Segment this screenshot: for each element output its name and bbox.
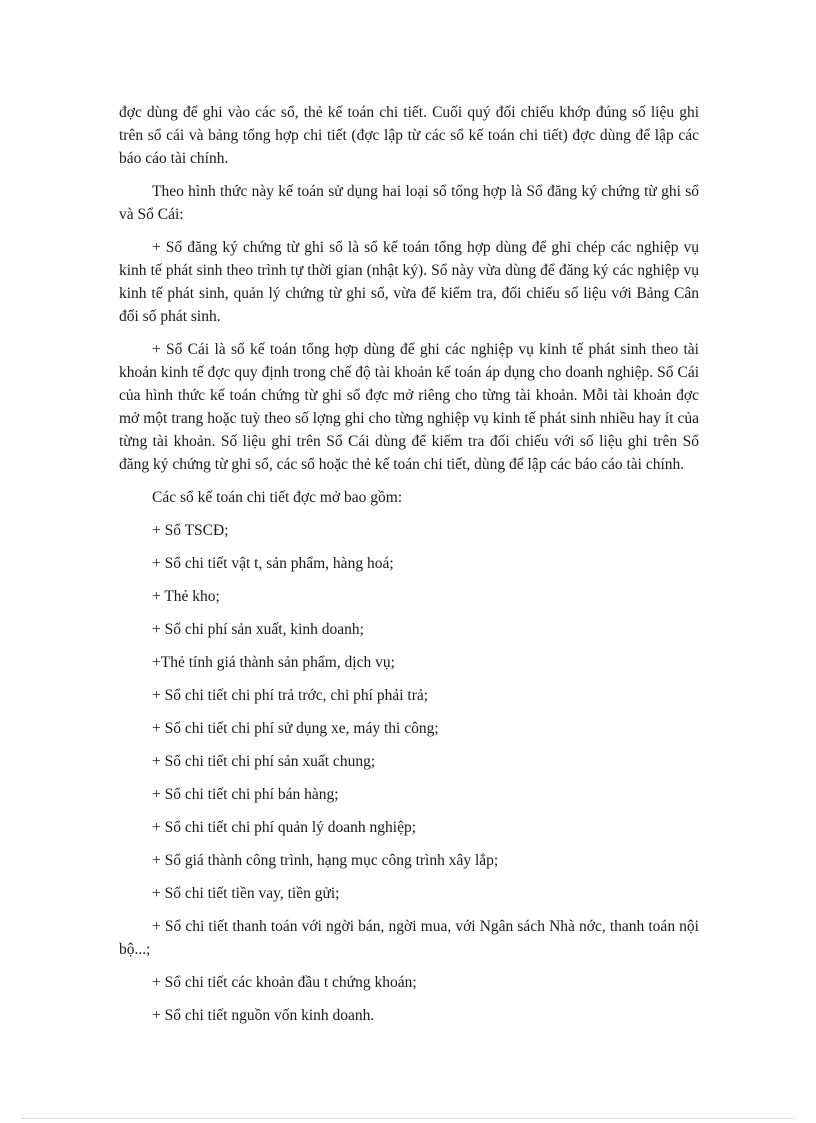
list-item: + Sổ chi tiết chi phí bán hàng;: [152, 786, 339, 803]
list-item: + Sổ chi tiết chi phí sản xuất chung;: [152, 753, 376, 770]
list-item: + Sổ chi tiết nguồn vốn kinh doanh.: [152, 1007, 375, 1024]
list-item: + Thẻ kho;: [152, 588, 220, 605]
paragraph-intro: đợc dùng để ghi vào các sổ, thẻ kế toán chi tiết. Cuối quý đối chiếu khớp đúng số liệu ghi trên sổ cái và bảng tổng hợp chi tiết (đợc lập từ các sổ kế toán chi tiết) đợc dùng để lập các báo cáo tài chính.: [119, 104, 699, 167]
list-item: + Sổ chi tiết chi phí sử dụng xe, máy thi công;: [152, 720, 439, 737]
list-item: +Thẻ tính giá thành sản phẩm, dịch vụ;: [152, 654, 395, 671]
list-item: + Sổ chi tiết chi phí quản lý doanh nghiệp;: [152, 819, 417, 836]
list-item: + Sổ chi tiết các khoản đầu t chứng khoán;: [152, 974, 417, 991]
list-item: + Sổ chi tiết vật t, sản phẩm, hàng hoá;: [152, 555, 394, 572]
page-bottom-divider: [22, 1118, 794, 1119]
paragraph-ledger: + Sổ Cái là sổ kế toán tổng hợp dùng để ghi các nghiệp vụ kinh tế phát sinh theo tài khoản kinh tế đợc quy định trong chế độ tài khoản kế toán áp dụng cho doanh nghiệp. Sổ Cái của hình thức kế toán chứng từ ghi sổ đợc mở riêng cho từng tài khoản. Mỗi tài khoản đợc mở một trang hoặc tuỳ theo số lợng ghi cho từng nghiệp vụ kinh tế phát sinh nhiều hay ít của từng tài khoản. Số liệu ghi trên Sổ Cái dùng để kiểm tra đối chiếu với số liệu ghi trên Sổ đăng ký chứng từ ghi sổ, các sổ hoặc thẻ kế toán chi tiết, dùng để lập các báo cáo tài chính.: [119, 341, 699, 473]
list-item: + Sổ chi tiết tiền vay, tiền gửi;: [152, 885, 340, 902]
list-item: + Sổ chi tiết thanh toán với ngời bán, ngời mua, với Ngân sách Nhà nớc, thanh toán nội bộ...;: [119, 918, 699, 958]
paragraph-book-types: Theo hình thức này kế toán sử dụng hai loại sổ tổng hợp là Sổ đăng ký chứng từ ghi sổ và Sổ Cái:: [119, 183, 699, 223]
paragraph-detail-books-intro: Các sổ kế toán chi tiết đợc mở bao gồm:: [152, 489, 403, 506]
list-item: + Sổ chi tiết chi phí trả trớc, chi phí phải trả;: [152, 687, 429, 704]
list-item: + Sổ chi phí sản xuất, kinh doanh;: [152, 621, 364, 638]
paragraph-register-book: + Sổ đăng ký chứng từ ghi sổ là sổ kế toán tổng hợp dùng để ghi chép các nghiệp vụ kinh tế phát sinh theo trình tự thời gian (nhật ký). Sổ này vừa dùng để đăng ký các nghiệp vụ kinh tế phát sinh, quản lý chứng từ ghi sổ, vừa để kiểm tra, đối chiếu số liệu với Bảng Cân đối số phát sinh.: [119, 239, 699, 325]
list-item: + Sổ giá thành công trình, hạng mục công trình xây lắp;: [152, 852, 499, 869]
list-item: + Sổ TSCĐ;: [152, 522, 229, 539]
detail-books-list: [119, 519, 699, 1037]
document-body: [119, 101, 699, 1037]
